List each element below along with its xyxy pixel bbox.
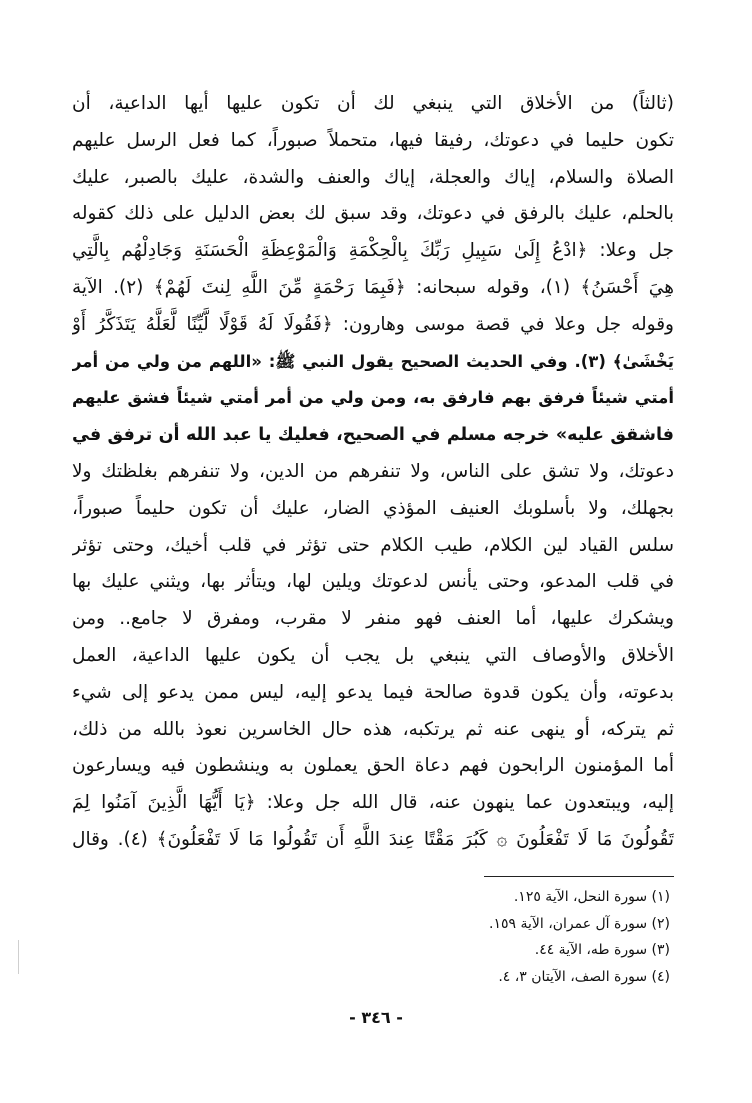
body-line: وقوله جل وعلا في قصة موسى وهارون: ﴿فَقُولَا لَهُ قَوْلًا لَّيِّنًا لَّعَلَّهُ يَتَذَكَّرُ أَوْ <box>72 313 674 335</box>
body-line: بجهلك، ولا بأسلوبك العنيف المؤذي الضار، عليك أن تكون حليماً صبوراً، <box>72 497 674 519</box>
body-line: جل وعلا: ﴿ادْعُ إِلَىٰ سَبِيلِ رَبِّكَ بِالْحِكْمَةِ وَالْمَوْعِظَةِ الْحَسَنَةِ وَجَادِلْهُم بِالَّتِي <box>72 240 674 262</box>
body-line: فاشقق عليه» خرجه مسلم في الصحيح، فعليك يا عبد الله أن ترفق في <box>72 425 674 446</box>
body-line: دعوتك، ولا تشق على الناس، ولا تنفرهم من الدين، ولا تنفرهم بغلظتك ولا <box>72 460 674 482</box>
page-number: - ٣٤٦ - <box>349 1008 403 1027</box>
body-line: أمتي شيئاً فرفق بهم فارفق به، ومن ولي من أمر أمتي شيئاً فشق عليهم <box>72 388 674 408</box>
body-line: الصلاة والسلام، إياك والعجلة، إياك والعنف والشدة، عليك بالصبر، عليك <box>72 166 674 188</box>
body-line: إليه، ويبتعدون عما ينهون عنه، قال الله جل وعلا: ﴿يَا أَيُّهَا الَّذِينَ آمَنُوا لِمَ <box>72 792 674 814</box>
footnotes <box>489 884 670 990</box>
body-line: أما المؤمنون الرابحون فهم دعاة الحق يعملون به وينشطون فيه ويسارعون <box>72 755 674 777</box>
body-line: يَخْشَىٰ﴾ (٣). وفي الحديث الصحيح يقول النبي ﷺ: «اللهم من ولي من أمر <box>72 351 674 371</box>
scan-edge-mark <box>18 940 19 974</box>
footnote: (٣) سورة طه، الآية ٤٤. <box>534 942 670 958</box>
body-line: هِيَ أَحْسَنُ﴾ (١)، وقوله سبحانه: ﴿فَبِمَا رَحْمَةٍ مِّنَ اللَّهِ لِنتَ لَهُمْ﴾ (٢). الآية <box>72 276 674 298</box>
body-line: في قلب المدعو، وحتى يأنس لدعوتك ويلين لها، ويتأثر بها، ويثني عليك بها <box>72 571 674 593</box>
body-line: بالحلم، عليك بالرفق في دعوتك، وقد سبق لك بعض الدليل على ذلك كقوله <box>72 203 674 225</box>
body-line: تَقُولُونَ مَا لَا تَفْعَلُونَ ۞ كَبُرَ مَقْتًا عِندَ اللَّهِ أَن تَقُولُوا مَا لَا تَفْعَلُونَ﴾ (٤). وقال <box>72 828 674 850</box>
body-line: سلس القياد لين الكلام، طيب الكلام حتى تؤثر في قلب أخيك، وحتى تؤثر <box>72 534 674 556</box>
body-line: بدعوته، وأن يكون قدوة صالحة فيما يدعو إليه، ليس ممن يدعو إلى شيء <box>72 681 674 703</box>
footnote: (٤) سورة الصف، الآيتان ٣، ٤. <box>498 968 670 985</box>
footnote: (٢) سورة آل عمران، الآية ١٥٩. <box>489 915 670 932</box>
body-text <box>72 86 674 859</box>
body-line: الأخلاق والأوصاف التي ينبغي بل يجب أن يكون عليها الداعية، العمل <box>72 644 674 666</box>
footnote-divider <box>484 876 674 877</box>
body-line: (ثالثاً) من الأخلاق التي ينبغي لك أن تكون عليها أيها الداعية، أن <box>72 93 674 114</box>
body-line: ثم يتركه، أو ينهى عنه ثم يرتكبه، هذه حال الخاسرين نعوذ بالله من ذلك، <box>72 718 674 740</box>
footnote: (١) سورة النحل، الآية ١٢٥. <box>513 889 670 905</box>
body-line: تكون حليما في دعوتك، رفيقا فيها، متحملاً صبوراً، كما فعل الرسل عليهم <box>72 129 674 151</box>
body-line: ويشكرك عليها، أما العنف فهو منفر لا مقرب، ومفرق لا جامع.. ومن <box>72 608 674 630</box>
